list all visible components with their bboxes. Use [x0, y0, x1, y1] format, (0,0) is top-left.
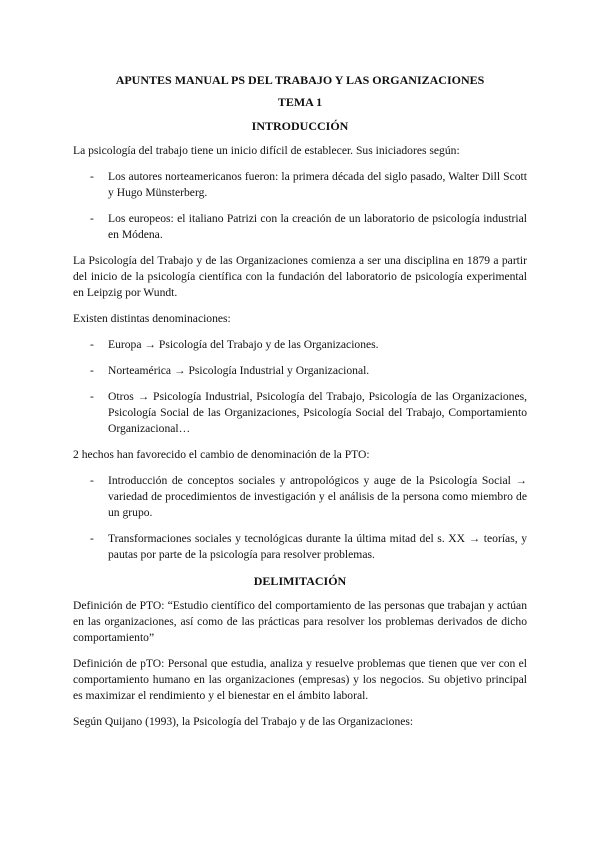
list-item: [73, 531, 527, 563]
list-item-text: Otros → Psicología Industrial, Psicología del Trabajo, Psicología de las Organizaciones, Psicología Social de las Organizaciones, Psicología Social del Trabajo, Comportamiento Organizacional…: [108, 390, 527, 435]
list-item: [73, 337, 527, 353]
list-item: [73, 169, 527, 201]
document-title: APUNTES MANUAL PS DEL TRABAJO Y LAS ORGANIZACIONES: [115, 73, 485, 87]
section-heading-delimitacion: DELIMITACIÓN: [253, 574, 347, 588]
list-dash: -: [90, 212, 94, 225]
list-dash: -: [90, 170, 94, 183]
list-dash: -: [90, 390, 94, 403]
list-dash: -: [90, 364, 94, 377]
section-heading-introduccion: INTRODUCCIÓN: [251, 119, 349, 133]
list-item-text: Transformaciones sociales y tecnológicas durante la última mitad del s. XX → teorías, y pautas por parte de la psicología para resolver problemas.: [108, 532, 527, 561]
delimitacion-paragraph-3: Según Quijano (1993), la Psicología del Trabajo y de las Organizaciones:: [73, 715, 414, 728]
intro-paragraph-4: 2 hechos han favorecido el cambio de denominación de la PTO:: [73, 448, 370, 461]
list-item-text: Introducción de conceptos sociales y antropológicos y auge de la Psicología Social → variedad de procedimientos de investigación y el análisis de la persona como miembro de un grupo.: [108, 474, 527, 519]
list-item: [73, 211, 527, 243]
list-item-text: Norteamérica → Psicología Industrial y Organizacional.: [108, 364, 370, 377]
tema-heading: TEMA 1: [277, 95, 323, 109]
iniciadores-list: [73, 169, 527, 243]
list-item-text: Los europeos: el italiano Patrizi con la creación de un laboratorio de psicología industrial en Módena.: [108, 212, 527, 241]
intro-paragraph-2: La Psicología del Trabajo y de las Organizaciones comienza a ser una disciplina en 1879 a partir del inicio de la psicología científica con la fundación del laboratorio de psicología experimental en Leipzig por Wundt.: [73, 254, 527, 299]
intro-paragraph-3: Existen distintas denominaciones:: [73, 312, 231, 325]
list-item: [73, 363, 527, 379]
denominaciones-list: [73, 337, 527, 437]
delimitacion-paragraph-1: Definición de PTO: “Estudio científico del comportamiento de las personas que trabajan y actúan en las organizaciones, así como de las prácticas para resolver los problemas derivados de dicho comportamiento”: [73, 599, 527, 644]
list-item-text: Europa → Psicología del Trabajo y de las Organizaciones.: [108, 338, 379, 351]
list-item-text: Los autores norteamericanos fueron: la primera década del siglo pasado, Walter Dill Scott y Hugo Münsterberg.: [108, 170, 527, 199]
list-dash: -: [90, 532, 94, 545]
intro-paragraph-1: La psicología del trabajo tiene un inicio difícil de establecer. Sus iniciadores según:: [73, 144, 460, 157]
list-item: [73, 389, 527, 437]
delimitacion-paragraph-2: Definición de pTO: Personal que estudia, analiza y resuelve problemas que tienen que ver con el comportamiento humano en las organizaciones (empresas) y los negocios. Su objetivo principal es maximizar el rendimiento y el bienestar en el ámbito laboral.: [73, 657, 527, 702]
list-item: [73, 473, 527, 521]
list-dash: -: [90, 474, 94, 487]
hechos-list: [73, 473, 527, 563]
list-dash: -: [90, 338, 94, 351]
